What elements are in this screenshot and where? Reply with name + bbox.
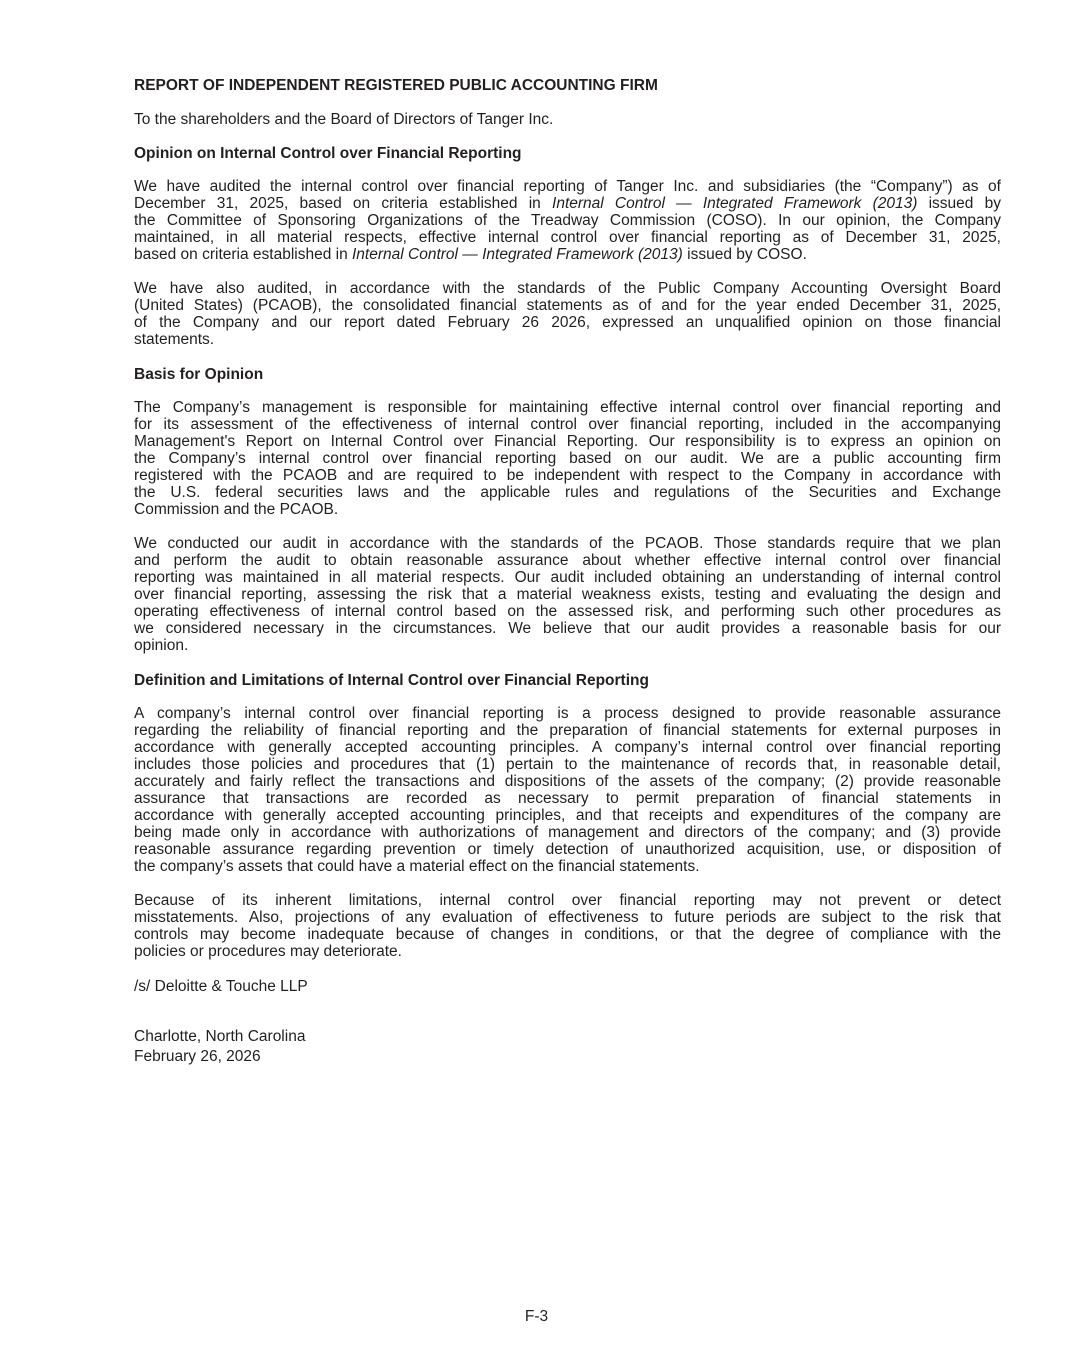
italic-title: Internal Control — Integrated Framework (2013) <box>552 195 918 212</box>
text-line: over financial reporting, assessing the risk that a material weakness exists, testing and evaluating the design and <box>134 586 1001 603</box>
text-line: the Company’s internal control over financial reporting based on our audit. We are a public accounting firm <box>134 450 1001 467</box>
text-line: (United States) (PCAOB), the consolidated financial statements as of and for the year ended December 31, 2025, <box>134 297 1001 314</box>
text-line: we considered necessary in the circumstances. We believe that our audit provides a reasonable basis for our <box>134 620 1001 637</box>
section-heading: Opinion on Internal Control over Financial Reporting <box>134 145 522 162</box>
report-date: February 26, 2026 <box>134 1048 261 1065</box>
text-line: reporting was maintained in all material respects. Our audit included obtaining an understanding of internal control <box>134 569 1001 586</box>
text-line: the company’s assets that could have a material effect on the financial statements. <box>134 858 700 875</box>
page-number: F-3 <box>524 1308 549 1325</box>
text-line: opinion. <box>134 637 189 654</box>
text-line: maintained, in all material respects, effective internal control over financial reporting as of December 31, 2025, <box>134 229 1001 246</box>
text-line: accordance with generally accepted accounting principles, and that receipts and expenditures of the company are <box>134 807 1001 824</box>
text-line: the U.S. federal securities laws and the applicable rules and regulations of the Securities and Exchange <box>134 484 1001 501</box>
text-line: A company’s internal control over financial reporting is a process designed to provide reasonable assurance <box>134 705 1001 722</box>
text-line: registered with the PCAOB and are required to be independent with respect to the Company in accordance with <box>134 467 1001 484</box>
section-heading: Definition and Limitations of Internal Control over Financial Reporting <box>134 672 649 689</box>
text-line: The Company’s management is responsible for maintaining effective internal control over financial reporting and <box>134 399 1001 416</box>
text-line: policies or procedures may deteriorate. <box>134 943 402 960</box>
text-line: accurately and fairly reflect the transactions and dispositions of the assets of the company; (2) provide reasonable <box>134 773 1001 790</box>
text-line: Because of its inherent limitations, internal control over financial reporting may not prevent or detect <box>134 892 1001 909</box>
text-line: reasonable assurance regarding prevention or timely detection of unauthorized acquisition, use, or disposition of <box>134 841 1001 858</box>
text-line: the Committee of Sponsoring Organizations of the Treadway Commission (COSO). In our opinion, the Company <box>134 212 1001 229</box>
text-line: for its assessment of the effectiveness of internal control over financial reporting, included in the accompanying <box>134 416 1001 433</box>
text-line: based on criteria established in Internal Control — Integrated Framework (2013) issued by COSO. <box>134 246 807 263</box>
auditor-report <box>134 76 1001 1067</box>
text-line: Commission and the PCAOB. <box>134 501 339 518</box>
text-line: misstatements. Also, projections of any evaluation of effectiveness to future periods are subject to the risk that <box>134 909 1001 926</box>
text-line: December 31, 2025, based on criteria established in Internal Control — Integrated Framework (2013) issued by <box>134 195 1001 212</box>
text-line: statements. <box>134 331 215 348</box>
paragraph <box>134 892 1001 960</box>
text-line: We have also audited, in accordance with the standards of the Public Company Accounting Oversight Board <box>134 280 1001 297</box>
text-line: We have audited the internal control over financial reporting of Tanger Inc. and subsidiaries (the “Company”) as of <box>134 178 1001 195</box>
text-line: includes those policies and procedures that (1) pertain to the maintenance of records that, in reasonable detail, <box>134 756 1001 773</box>
paragraph <box>134 178 1001 263</box>
report-sections <box>134 144 1001 960</box>
text-line: regarding the reliability of financial reporting and the preparation of financial statements for external purposes in <box>134 722 1001 739</box>
text-line: being made only in accordance with authorizations of management and directors of the company; and (3) provide <box>134 824 1001 841</box>
paragraph <box>134 399 1001 518</box>
section-heading: Basis for Opinion <box>134 366 264 383</box>
italic-title: Internal Control — Integrated Framework (2013) <box>352 246 683 263</box>
text-line: controls may become inadequate because of changes in conditions, or that the degree of compliance with the <box>134 926 1001 943</box>
text-line: assurance that transactions are recorded as necessary to permit preparation of financial statements in <box>134 790 1001 807</box>
text-line: accordance with generally accepted accounting principles. A company’s internal control over financial reporting <box>134 739 1001 756</box>
salutation: To the shareholders and the Board of Directors of Tanger Inc. <box>134 111 554 128</box>
auditor-signature: /s/ Deloitte & Touche LLP <box>134 978 308 995</box>
paragraph <box>134 705 1001 875</box>
text-line: Management's Report on Internal Control over Financial Reporting. Our responsibility is to express an opinion on <box>134 433 1001 450</box>
text-line: and perform the audit to obtain reasonable assurance about whether effective internal control over financial <box>134 552 1001 569</box>
paragraph <box>134 280 1001 348</box>
text-line: of the Company and our report dated February 26 2026, expressed an unqualified opinion on those financial <box>134 314 1001 331</box>
report-title: REPORT OF INDEPENDENT REGISTERED PUBLIC ACCOUNTING FIRM <box>134 77 658 94</box>
text-line: operating effectiveness of internal control based on the assessed risk, and performing such other procedures as <box>134 603 1001 620</box>
signing-location: Charlotte, North Carolina <box>134 1028 306 1045</box>
text-line: We conducted our audit in accordance with the standards of the PCAOB. Those standards require that we plan <box>134 535 1001 552</box>
paragraph <box>134 535 1001 654</box>
